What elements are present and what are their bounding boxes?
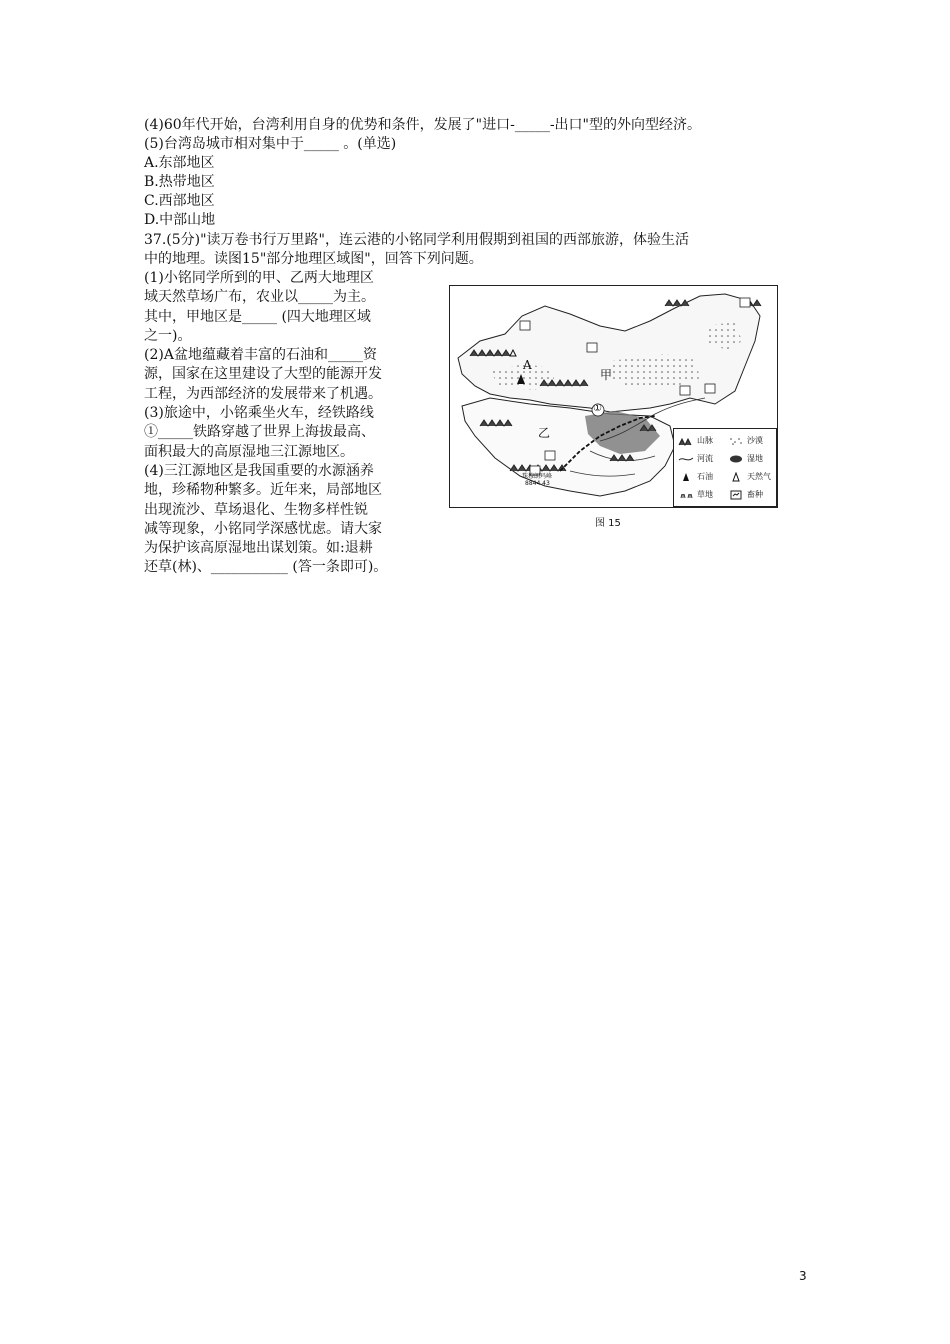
legend-label: 畜种 [747, 490, 763, 499]
legend-label: 河流 [697, 454, 713, 463]
livestock-icon [728, 490, 744, 500]
option-d: D.中部山地 [144, 212, 216, 228]
legend-item [728, 435, 763, 446]
desert-icon [728, 436, 744, 446]
river-icon [678, 454, 694, 464]
legend-item [728, 471, 771, 482]
text-line: 为保护该高原湿地出谋划策。如:退耕 [144, 540, 373, 557]
legend-item [728, 489, 763, 500]
option-a: A.东部地区 [144, 155, 215, 171]
page-number: 3 [799, 1269, 807, 1283]
legend-label: 山脉 [697, 436, 713, 445]
text-line: ①_____铁路穿越了世界上海拔最高、 [144, 424, 375, 441]
text-line: 出现流沙、草场退化、生物多样性锐 [144, 501, 368, 518]
question-4: (4)60年代开始，台湾利用自身的优势和条件，发展了"进口-_____-出口"型的外向型经济。 [144, 117, 701, 133]
legend-item [678, 435, 713, 446]
text-line: (4)三江源地区是我国重要的水源涵养 [144, 462, 374, 479]
option-c: C.西部地区 [144, 193, 215, 209]
basin-a-label: A [523, 358, 532, 372]
question-37-subquestions [144, 269, 444, 578]
text-line: 其中，甲地区是_____ (四大地理区域 [144, 308, 371, 325]
figure-caption: 图 15 [595, 518, 621, 529]
oil-icon [678, 472, 694, 482]
region-jia-label: 甲 [600, 368, 613, 382]
text-line: (3)旅途中，小铭乘坐火车，经铁路线 [144, 405, 374, 422]
question-37-line-2: 中的地理。读图15"部分地理区域图"，回答下列问题。 [144, 251, 483, 267]
legend-label: 草地 [697, 490, 713, 499]
grassland-icon [678, 490, 694, 500]
legend-item [678, 471, 713, 482]
text-line: 还草(林)、___________ (答一条即可)。 [144, 559, 388, 576]
text-line: (1)小铭同学所到的甲、乙两大地理区 [144, 270, 374, 286]
text-line: 之一)。 [144, 327, 192, 344]
text-line: 源，国家在这里建设了大型的能源开发 [144, 366, 382, 383]
region-yi-label: 乙 [538, 426, 551, 440]
wetland-icon [728, 454, 744, 464]
question-5: (5)台湾岛城市相对集中于_____ 。(单选) [144, 136, 397, 152]
legend-label: 沙漠 [747, 436, 763, 445]
text-line: (2)A盆地蕴藏着丰富的石油和_____资 [144, 347, 377, 364]
map-legend [673, 428, 777, 507]
legend-label: 天然气 [747, 472, 771, 481]
northwest-region [458, 294, 760, 412]
peak-name-label: 珠穆朗玛峰 [522, 473, 553, 480]
legend-item [678, 489, 713, 500]
legend-item [678, 453, 713, 464]
question-37-line-1: 37.(5分)"读万卷书行万里路"，连云港的小铭同学利用假期到祖国的西部旅游，体验生活 [144, 232, 689, 248]
text-line: 工程，为西部经济的发展带来了机遇。 [144, 385, 382, 402]
legend-label: 石油 [697, 472, 713, 481]
gas-icon [728, 472, 744, 482]
legend-label: 湿地 [747, 454, 763, 463]
mountain-icon [678, 436, 694, 446]
text-line: 域天然草场广布，农业以_____为主。 [144, 289, 375, 306]
option-b: B.热带地区 [144, 174, 215, 190]
railway-number-label: ① [593, 403, 602, 414]
legend-item [728, 453, 763, 464]
peak-height-label: 8844.43 [525, 480, 550, 487]
text-line: 减等现象，小铭同学深感忧虑。请大家 [144, 520, 382, 537]
text-line: 地，珍稀物种繁多。近年来，局部地区 [144, 482, 382, 499]
text-line: 面积最大的高原湿地三江源地区。 [144, 443, 354, 460]
